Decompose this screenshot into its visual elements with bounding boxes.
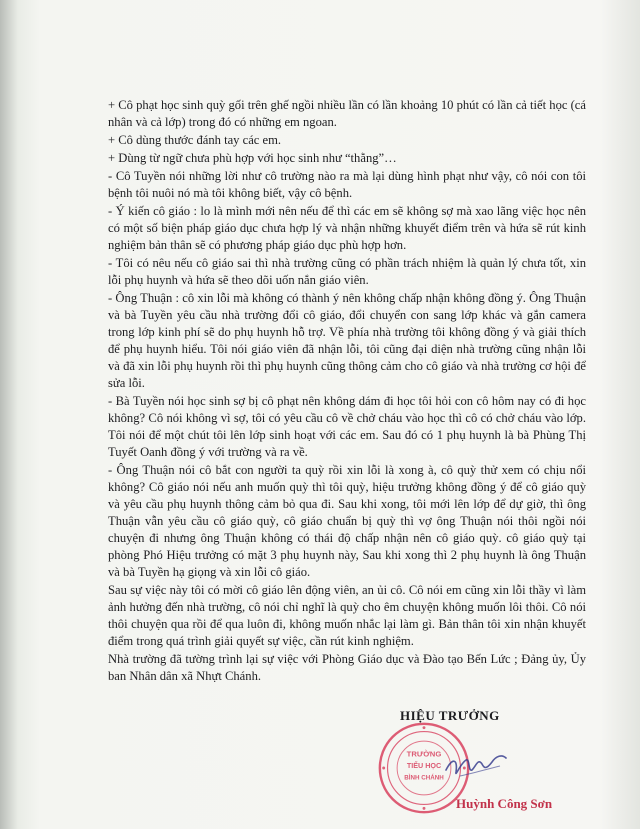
paragraph: + Cô phạt học sinh quỳ gối trên ghế ngồi nhiều lần có lần khoảng 10 phút có lần cả tiết học (cá nhân và cả lớp) trong đó có những em ngoan. [108,98,586,129]
paragraph: - Ông Thuận : cô xin lỗi mà không có thành ý nên không chấp nhận không đồng ý. Ông Thuận và bà Tuyền yêu cầu nhà trường đổi cô giáo, đổi chuyển con sang lớp khác và gắn camera trong lớp kinh phí sẽ do phụ huynh hỗ trợ. Về phía nhà trường tôi không đồng ý và giải thích để phụ huynh hiểu. Tôi nói giáo viên đã nhận lỗi, tôi cũng đại diện nhà trường cũng nhận lỗi và đã xin lỗi phụ huynh rồi thì phụ huynh cũng thông cảm cho cô giáo và nhà trường cơ hội để sửa lỗi. [108,291,586,390]
paragraph: - Cô Tuyền nói những lời như cô trường nào ra mà lại dùng hình phạt như vậy, cô nói con tôi bệnh tôi nuôi nó mà tôi không biết, vậy cô bệnh. [108,169,586,200]
svg-text:TIỂU HỌC: TIỂU HỌC [406,761,442,770]
paragraph: - Tôi có nêu nếu cô giáo sai thì nhà trường cũng có phần trách nhiệm là quản lý chưa tốt, xin lỗi phụ huynh và hứa sẽ theo dõi uốn nắn giáo viên. [108,256,586,287]
paragraph: + Cô dùng thước đánh tay các em. [108,133,282,147]
svg-text:TRƯỜNG: TRƯỜNG [406,749,442,759]
paragraph: - Ý kiến cô giáo : lo là mình mới nên nếu để thì các em sẽ không sợ mà xao lãng việc học nên có một số biện pháp giáo dục chưa hợp lý và nhận những khuyết điểm trên và hứa sẽ rút kinh nghiệm bản thân sẽ có phương pháp giáo dục phù hợp hơn. [108,204,586,252]
document-body [108,97,586,686]
handwritten-signature [440,740,510,790]
signer-name: Huỳnh Công Sơn [456,796,553,811]
paragraph: - Bà Tuyền nói học sinh sợ bị cô phạt nên không dám đi học tôi hỏi con cô hôm nay có đi học không? Cô nói không vì sợ, tôi có yêu cầu cô về chở cháu vào học thì cô có chở cháu vào lớp. Tôi nói để một chút tôi lên lớp sinh hoạt với các em. Sau đó có 1 phụ huynh là bà Phùng Thị Tuyết Oanh đồng ý với trường và ra về. [108,394,586,459]
signer-title: HIỆU TRƯỞNG [400,708,500,723]
paragraph: Nhà trường đã tường trình lại sự việc với Phòng Giáo dục và Đào tạo Bến Lức ; Đảng ủy, Ủy ban Nhân dân xã Nhựt Chánh. [108,652,586,683]
paragraph: + Dùng từ ngữ chưa phù hợp với học sinh như “thằng”… [108,151,397,165]
svg-text:BÌNH CHÁNH: BÌNH CHÁNH [404,774,444,782]
paragraph: - Ông Thuận nói cô bắt con người ta quỳ rồi xin lỗi là xong à, cô quỳ thử xem có chịu nổi không? Cô giáo nói nếu anh muốn quỳ thì tôi quỳ, hiệu trưởng không đồng ý để cô giáo quỳ và yêu cầu phụ huynh thông cảm bỏ qua đi. Sau khi xong, tôi mới lên lớp để dự giờ, thì ông Thuận vẫn yêu cầu cô giáo quỳ, cô giáo chuẩn bị quỳ thì vợ ông Thuận nói thôi ngồi nói chuyện đi nhưng ông Thuận không có thái độ chấp nhận nên cô giáo quỳ. cô giáo quỳ tại phòng Phó Hiệu trưởng có mặt 3 phụ huynh này, Sau khi xong thì 2 phụ huynh là ông Thuận và bà Tuyền hạ giọng và xin lỗi cô giáo. [108,463,586,579]
paragraph: Sau sự việc này tôi có mời cô giáo lên động viên, an ủi cô. Cô nói em cũng xin lỗi thầy vì làm ảnh hưởng đến nhà trường, cô nói chỉ nghĩ là quỳ cho êm chuyện không muốn lôi thôi. Cô nói thôi chuyện qua rồi để qua luôn đi, không muốn nhắc lại làm gì. Bản thân tôi xin nhận khuyết điểm trong quá trình giải quyết sự việc, cần rút kinh nghiệm. [108,583,586,648]
